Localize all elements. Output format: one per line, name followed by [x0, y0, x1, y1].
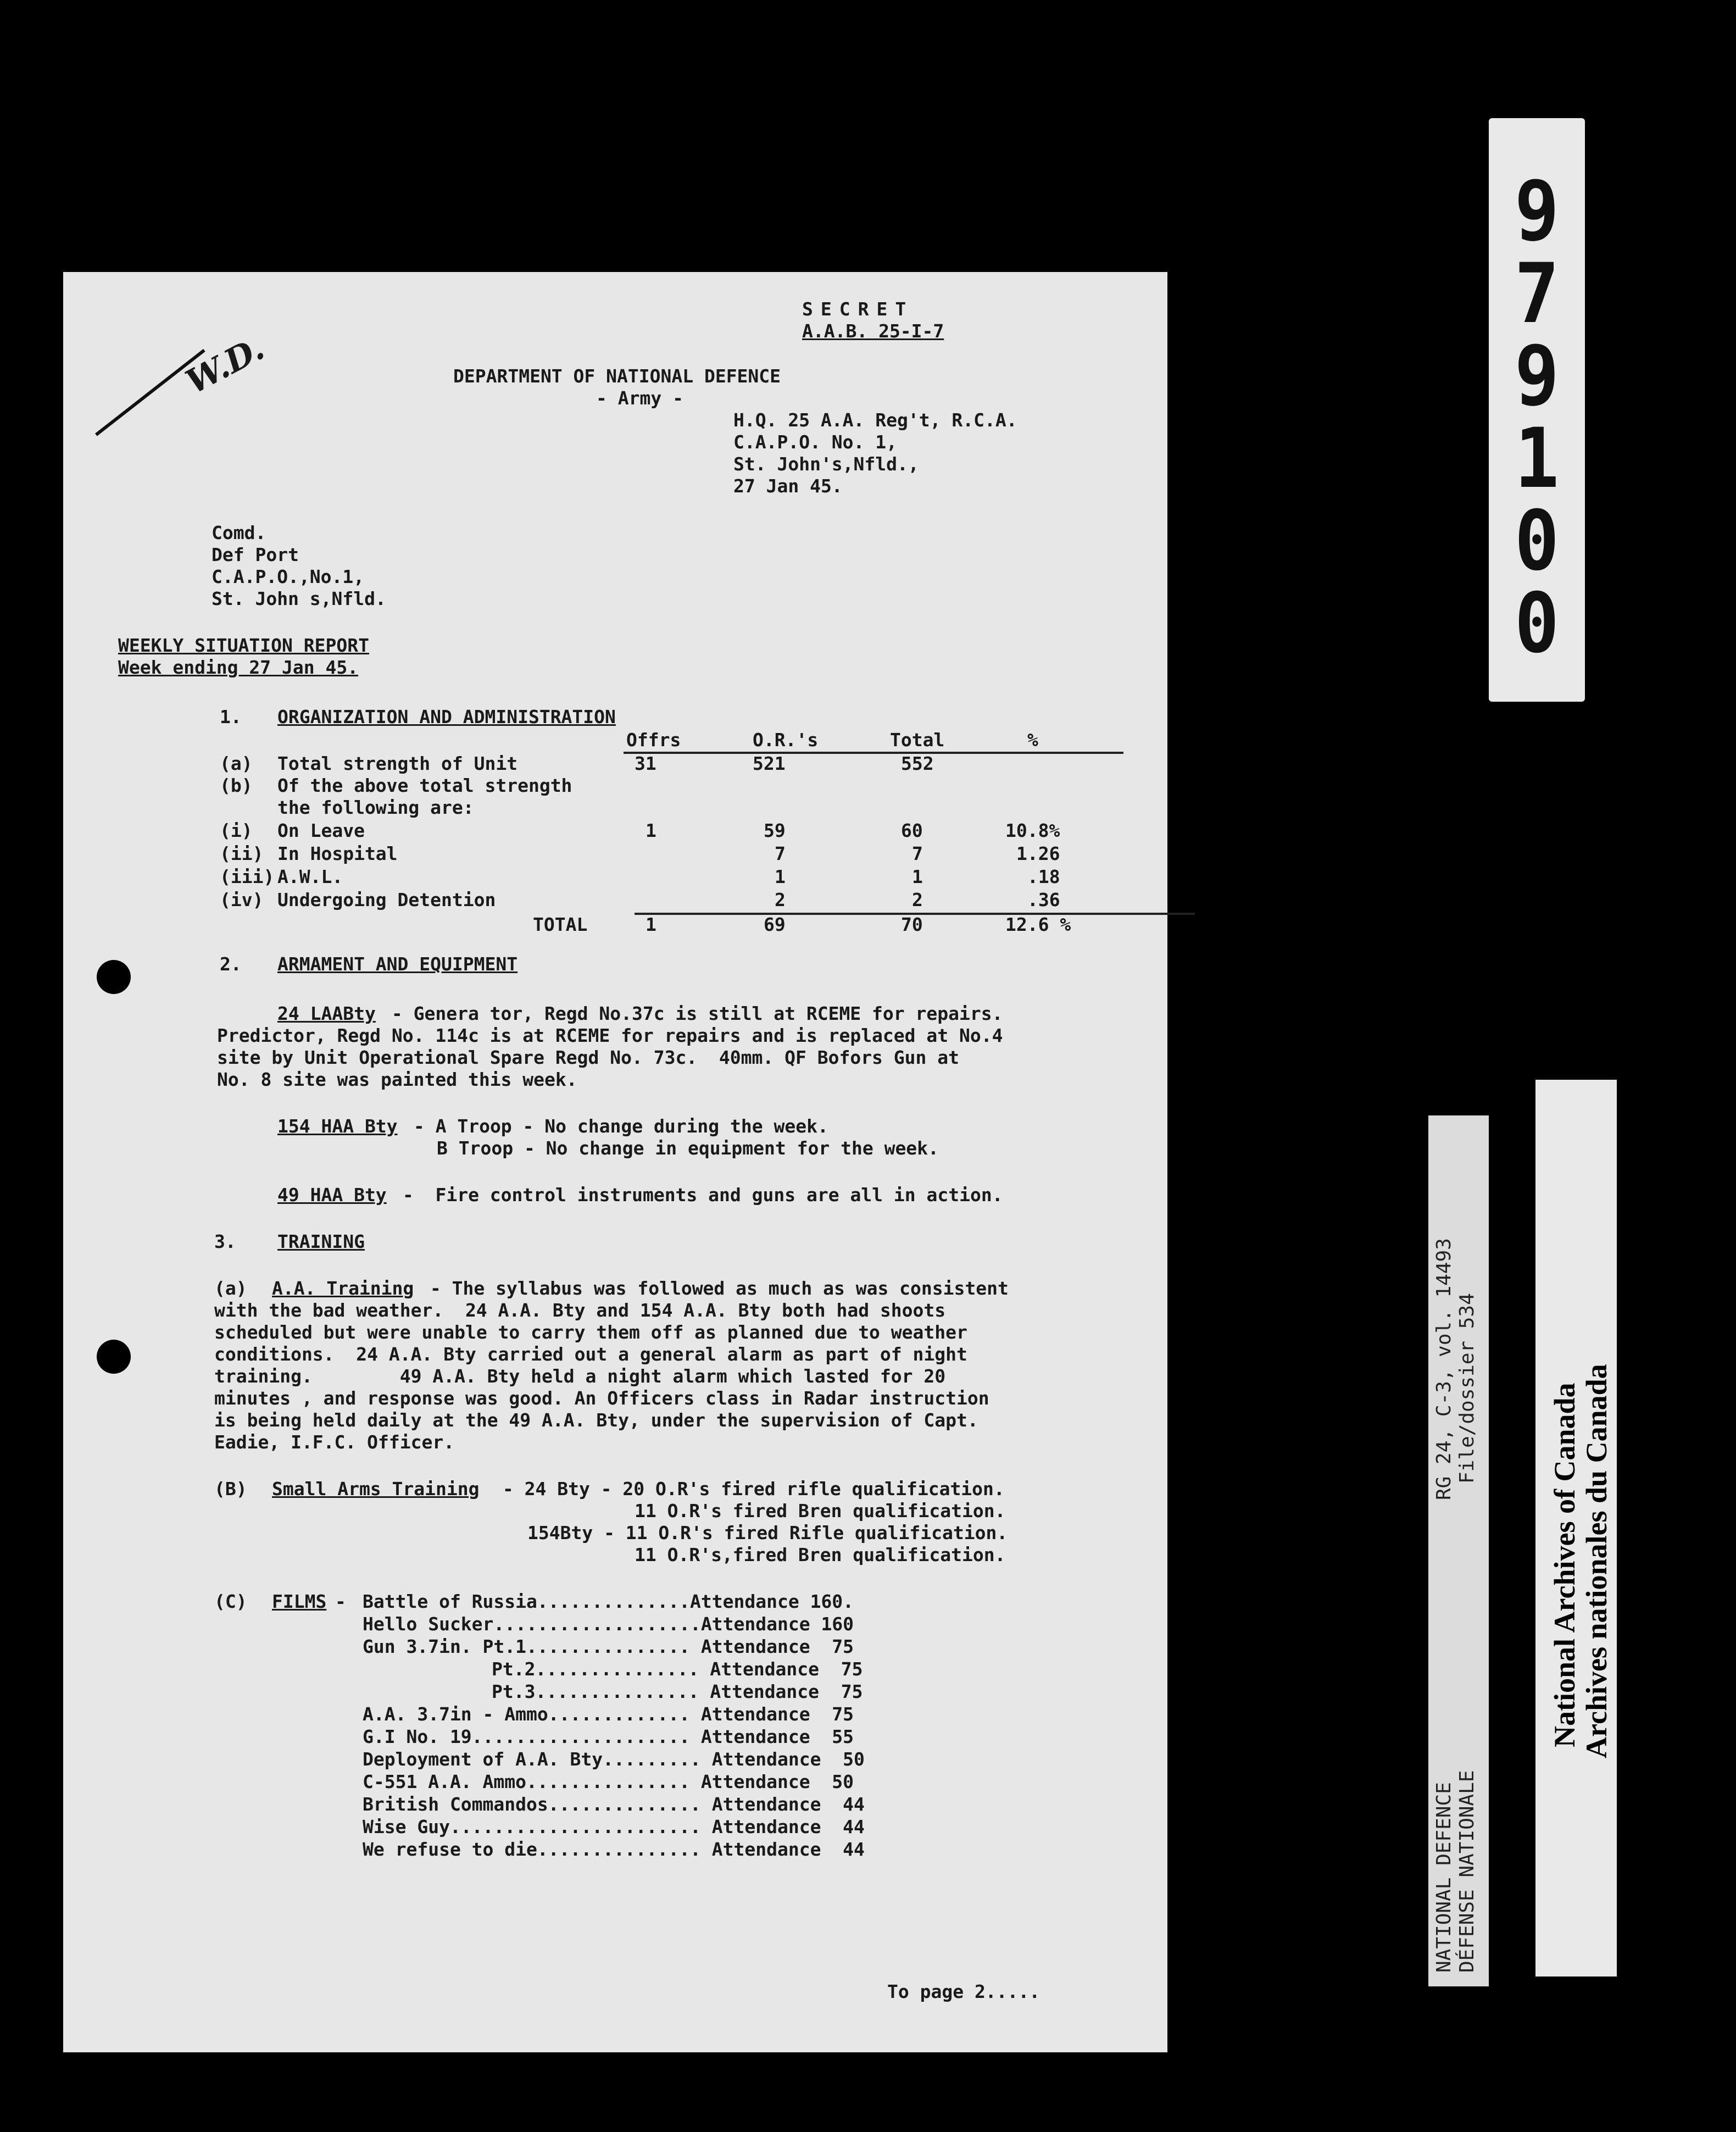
frame-digit: 9	[1514, 164, 1560, 259]
archives-name-en: National Archives of Canada	[1548, 1383, 1581, 1747]
para-line: Eadie, I.F.C. Officer.	[214, 1431, 455, 1453]
battery-49-label: 49 HAA Bty	[277, 1184, 387, 1206]
report-title: WEEKLY SITUATION REPORT	[118, 635, 369, 656]
frame-digit: 9	[1514, 329, 1560, 424]
training-c-index: (C)	[214, 1591, 247, 1612]
section2-number: 2.	[220, 953, 242, 975]
handwritten-slash	[95, 349, 205, 436]
para-line: B Troop - No change in equipment for the week.	[437, 1137, 939, 1159]
archive-ref-line-2: File/dossier 534	[1456, 1293, 1478, 1484]
film-item: Pt.3............... Attendance 75	[492, 1681, 863, 1702]
training-b-index: (B)	[214, 1478, 247, 1500]
report-week: Week ending 27 Jan 45.	[118, 657, 359, 678]
para-line: site by Unit Operational Spare Regd No. 73c. 40mm. QF Bofors Gun at	[217, 1047, 960, 1068]
films-label: FILMS	[272, 1591, 327, 1612]
sender-line-3: St. John's,Nfld.,	[733, 453, 919, 475]
handwritten-mark: W.D.	[180, 329, 271, 402]
punch-hole	[97, 960, 131, 994]
department-name: DEPARTMENT OF NATIONAL DEFENCE	[453, 365, 781, 387]
film-item: Gun 3.7in. Pt.1............... Attendance 75	[363, 1636, 854, 1657]
frame-digit: 0	[1514, 576, 1560, 671]
para-line: - 24 Bty - 20 O.R's fired rifle qualification.	[492, 1478, 1005, 1500]
department-branch: - Army -	[596, 387, 683, 409]
archive-ref-line-1: RG 24, C-3, vol. 14493	[1433, 1238, 1455, 1500]
para-line: with the bad weather. 24 A.A. Bty and 154 A.A. Bty both had shoots	[214, 1300, 946, 1321]
classification-stamp: SECRET	[802, 298, 914, 320]
sender-line-1: H.Q. 25 A.A. Reg't, R.C.A.	[733, 409, 1017, 431]
table-header-rule	[624, 752, 1123, 754]
film-item: Hello Sucker...................Attendance 160	[363, 1613, 854, 1635]
archive-reference-card	[1428, 1115, 1489, 1986]
para-line: scheduled but were unable to carry them off as planned due to weather	[214, 1322, 967, 1343]
film-item: Wise Guy....................... Attendance 44	[363, 1816, 865, 1837]
section1-number: 1.	[220, 706, 242, 728]
punch-hole	[97, 1340, 131, 1374]
para-line: - Fire control instruments and guns are all in action.	[392, 1184, 1003, 1206]
frame-number-strip	[1489, 118, 1585, 702]
archive-dept-line-1: NATIONAL DEFENCE	[1433, 1782, 1455, 1973]
para-line: 11 O.R's,fired Bren qualification.	[635, 1544, 1006, 1565]
frame-digit: 1	[1514, 411, 1560, 507]
section3-number: 3.	[214, 1231, 236, 1252]
film-item: A.A. 3.7in - Ammo............. Attendance 75	[363, 1703, 854, 1725]
para-line: conditions. 24 A.A. Bty carried out a general alarm as part of night	[214, 1343, 967, 1365]
sender-line-2: C.A.P.O. No. 1,	[733, 431, 898, 453]
national-archives-card	[1535, 1080, 1617, 1976]
recipient-line-2: Def Port	[212, 544, 299, 565]
archive-dept-line-2: DÉFENSE NATIONALE	[1456, 1770, 1478, 1973]
para-line: - A Troop - No change during the week.	[403, 1115, 828, 1137]
para-line: Predictor, Regd No. 114c is at RCEME for repairs and is replaced at No.4	[217, 1025, 1003, 1046]
frame-digit: 7	[1514, 246, 1560, 342]
para-line: 154Bty - 11 O.R's fired Rifle qualification.	[527, 1522, 1008, 1544]
para-line: 11 O.R's fired Bren qualification.	[635, 1500, 1006, 1522]
para-line: is being held daily at the 49 A.A. Bty, under the supervision of Capt.	[214, 1409, 978, 1431]
recipient-line-1: Comd.	[212, 522, 266, 543]
battery-24-label: 24 LAABty	[277, 1003, 376, 1024]
section2-heading: ARMAMENT AND EQUIPMENT	[277, 953, 518, 975]
para-line: No. 8 site was painted this week.	[217, 1069, 577, 1090]
recipient-line-4: St. John s,Nfld.	[212, 588, 386, 609]
training-a-index: (a)	[214, 1278, 247, 1299]
section1-heading: ORGANIZATION AND ADMINISTRATION	[277, 706, 616, 728]
para-line: - The syllabus was followed as much as was consistent	[419, 1278, 1009, 1299]
battery-154-label: 154 HAA Bty	[277, 1115, 398, 1137]
para-line: minutes , and response was good. An Officers class in Radar instruction	[214, 1387, 989, 1409]
small-arms-label: Small Arms Training	[272, 1478, 480, 1500]
file-reference: A.A.B. 25-I-7	[802, 320, 944, 342]
aa-training-label: A.A. Training	[272, 1278, 414, 1299]
film-item: Battle of Russia..............Attendance 160.	[363, 1591, 854, 1612]
col-pct: %	[1027, 729, 1038, 751]
film-item: G.I No. 19.................... Attendance 55	[363, 1726, 854, 1747]
para-line: training. 49 A.A. Bty held a night alarm which lasted for 20	[214, 1365, 946, 1387]
film-item: British Commandos.............. Attendance 44	[363, 1794, 865, 1815]
continuation-note: To page 2.....	[887, 1981, 1041, 2002]
film-item: We refuse to die............... Attendance 44	[363, 1839, 865, 1860]
col-total: Total	[890, 729, 945, 751]
document-page: SECRET A.A.B. 25-I-7 W.D. DEPARTMENT OF NATIONAL DEFENCE - Army - H.Q. 25 A.A. Reg't, R.C.A. C.A.P.O. No. 1, St. John's,Nfld., 27 Jan 45. Comd. Def Port C.A.P.O.,No.1, St. John s,Nfld. WEEKLY SITUATION REPORT Week ending 27 Jan 45. 1. ORGANIZATION AND ADMINISTRATION Offrs O.R.'s Total % (a) Total strength of Unit 31 521 552 (b) Of the above total strength the following are: (i) On Leave 1 59 60 10.8% (ii) In Hospital 7 7 1.26 (iii) A.W.L. 1 1 .18 (iv) Undergoing Detention 2 2 .36 TOTAL 1 69 70 12.6 % 2. ARMAMENT AND EQUIPMENT 24 LAABty - Genera tor, Regd No.37c is still at RCEME for repairs. Predictor, Regd No. 114c is at RCEME for repairs and is replaced at No.4 site by Unit Operational Spare Regd No. 73c. 40mm. QF Bofors Gun at No. 8 site was painted this week. 154 HAA Bty - A Troop - No change during the week. B Troop - No change in equipment for the week. 49 HAA Bty - Fire control instruments and guns are all in action. 3. TRAINING (a) A.A. Training - The syllabus was followed as much as was consistent with the bad weather. 24 A.A. Bty and 154 A.A. Bty both had shoots scheduled but were unable to carry them off as planned due to weather conditions. 24 A.A. Bty carried out a general alarm as part of night training. 49 A.A. Bty held a night alarm which lasted for 20 minutes , and response was good. An Officers class in Radar instruction is being held daily at the 49 A.A. Bty, under the supervision of Capt. Eadie, I.F.C. Officer. (B) Small Arms Training - 24 Bty - 20 O.R's fired rifle qualification. 11 O.R's fired Bren qualification. 154Bty - 11 O.R's fired Rifle qualification. 11 O.R's,fired Bren qualification. (C) FILMS - Battle of Russia..............Attendance 160. Hello Sucker...................Attendance 160 Gun 3.7in. Pt.1............... Attendance 75 Pt.2............... Attendance 75 Pt.3............... Attendance 75 A.A. 3.7in - Ammo............. Attendance 75 G.I No. 19.................... Attendance 55 Deployment of A.A. Bty......... Attendance 50 C-551 A.A. Ammo............... Attendance 50 British Commandos.............. Attendance 44 Wise Guy....................... Attendance 44 We refuse to die............... Attendance 44 To page 2.....	[63, 272, 1167, 2052]
section3-heading: TRAINING	[277, 1231, 365, 1252]
recipient-line-3: C.A.P.O.,No.1,	[212, 566, 365, 587]
film-item: Pt.2............... Attendance 75	[492, 1658, 863, 1680]
report-date: 27 Jan 45.	[733, 475, 843, 497]
col-offrs: Offrs	[626, 729, 681, 751]
film-item: Deployment of A.A. Bty......... Attendance 50	[363, 1748, 865, 1770]
para-line: - Genera tor, Regd No.37c is still at RCEME for repairs.	[381, 1003, 1003, 1024]
frame-digit: 0	[1514, 493, 1560, 589]
col-ors: O.R.'s	[753, 729, 819, 751]
film-item: C-551 A.A. Ammo............... Attendance 50	[363, 1771, 854, 1792]
archives-name-fr: Archives nationales du Canada	[1580, 1364, 1613, 1758]
